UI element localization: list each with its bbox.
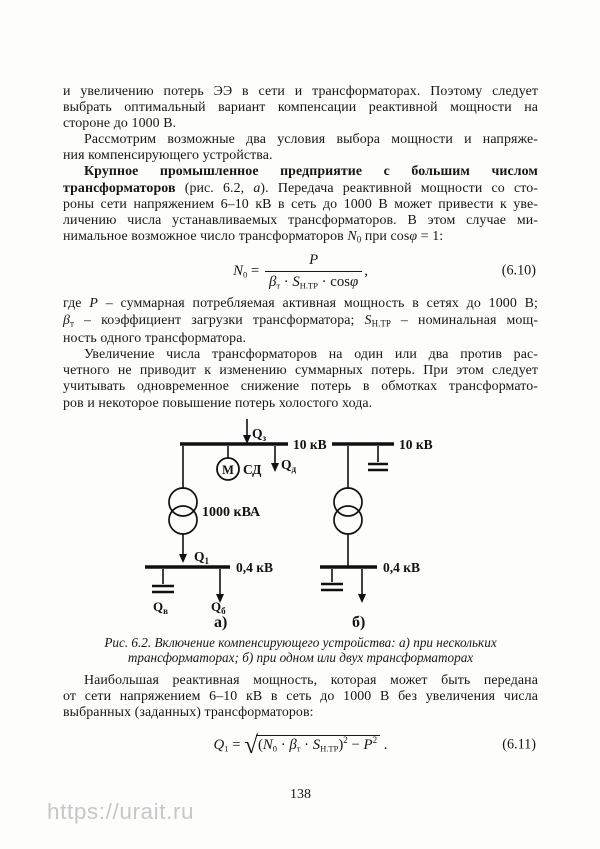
text-segment: – коэффициент загрузки трансформатора; [73, 312, 365, 328]
text-line [63, 296, 538, 312]
text-line: четного не приводит к изменению суммарных потерь. При этом следует [63, 363, 538, 379]
radicand: $(N0 \cdot \beta т \cdot SН.ТР)^2 - P^2$ [256, 735, 380, 753]
text-line: и увеличению потерь ЭЭ в сети и трансформаторах. Поэтому следует [63, 84, 538, 99]
text-line: роны сети напряжением 6–10 кВ в сеть до 1000 В может привести к уве- [63, 196, 538, 212]
text-line: учитывать одновременное снижение потерь в обмотках трансформато- [63, 379, 538, 395]
text-segment: Н.ТР [371, 318, 391, 329]
text-line: выбранных (заданных) трансформаторов: [63, 704, 314, 720]
label-10kv-a: 10 кВ [293, 436, 327, 452]
transformer-icon [169, 488, 197, 516]
sqrt-icon: √ [244, 731, 258, 759]
formula-subscript: 1 [224, 743, 229, 754]
text-line [63, 229, 538, 248]
text-line: стороне до 1000 В. [63, 116, 177, 132]
figure-6-2-diagram [63, 413, 538, 631]
period: . [380, 736, 388, 753]
text-line: выбрать оптимальный вариант компенсации реактивной мощности на [63, 100, 538, 116]
label-qv: $Q_в$ [153, 598, 168, 616]
sublabel-b: б) [352, 613, 366, 631]
figure-caption-line: Рис. 6.2. Включение компенсирующего устройства: а) при нескольких [104, 634, 497, 650]
paragraph-group-top [63, 84, 538, 247]
label-04kv-b: 0,4 кВ [383, 559, 421, 575]
label-qd: $Q_д$ [281, 456, 297, 474]
text-segment: нимальное возможное число трансформаторов [63, 228, 348, 244]
text-line: Увеличение числа трансформаторов на один или два против рас- [84, 347, 538, 363]
text-segment: трансформаторов [63, 180, 176, 196]
text-line: ность одного трансформатора. [63, 331, 247, 347]
formula-6-11-body [214, 733, 388, 758]
formula-6-10 [63, 251, 538, 291]
label-q3: $Q_з$ [252, 425, 267, 443]
text-segment: 0 [356, 234, 362, 245]
text-line [63, 181, 538, 197]
text-segment: т [70, 318, 74, 329]
label-10kv-b: 10 кВ [399, 436, 433, 452]
arrow-down-icon [358, 594, 366, 603]
formula-6-11 [63, 725, 538, 765]
formula-var: N [233, 262, 243, 279]
text-line [63, 313, 538, 332]
figure-caption-line: трансформаторах; б) при одном или двух трансформаторах [127, 650, 474, 666]
paragraph-group-middle [63, 296, 538, 411]
text-segment: при cos [361, 228, 410, 244]
text-line: ров и некоторое повышение потерь холостого хода. [63, 395, 373, 411]
text-segment: φ [409, 228, 418, 244]
arrow-down-icon [179, 554, 187, 563]
arrow-down-icon [271, 463, 279, 472]
text-segment: β [63, 312, 71, 328]
text-line [63, 164, 538, 180]
transformer-icon [169, 506, 197, 534]
text-segment: P [89, 296, 98, 312]
circuit-b [320, 444, 394, 603]
equals-sign: = [228, 736, 245, 753]
text-segment: Крупное промышленное предприятие с большим числом [84, 164, 538, 180]
text-segment: ). Передача реактивной мощности со сто- [260, 180, 538, 196]
paragraph-group-bottom [63, 673, 538, 721]
text-line: от сети напряжением 6–10 кВ в сеть до 1000 В без увеличения числа [63, 688, 538, 704]
transformer-icon [334, 488, 362, 516]
fraction-denominator: βт · SН.ТР · cosφ [268, 273, 359, 291]
label-transformer-rating: 1000 кВА [202, 504, 261, 520]
text-segment: – суммарная потребляемая активная мощность в сетях до 1000 В; [97, 296, 538, 312]
transformer-icon [334, 506, 362, 534]
sublabel-a: а) [214, 613, 228, 631]
figure-caption [63, 635, 538, 666]
text-segment: = 1: [417, 228, 444, 244]
equation-number: (6.10) [501, 262, 536, 279]
text-segment: где [63, 296, 90, 312]
formula-subscript: 0 [242, 269, 248, 280]
formula-6-10-body [233, 252, 368, 291]
label-q1: $Q_1$ [194, 548, 210, 566]
fraction [265, 252, 362, 291]
text-segment: S [364, 312, 372, 328]
fraction-numerator: P [265, 252, 362, 272]
equation-number: (6.11) [502, 736, 536, 753]
text-segment: – номинальная мощ- [390, 312, 538, 328]
text-segment: N [347, 228, 357, 244]
label-sd: СД [243, 461, 262, 477]
text-line: личению числа устанавливаемых трансформаторов. В этом случае ми- [63, 212, 538, 228]
text-segment: (рис. 6.2, [175, 180, 254, 196]
label-04kv-a: 0,4 кВ [236, 559, 274, 575]
text-line: Наибольшая реактивная мощность, которая может быть передана [84, 672, 538, 688]
text-line: Рассмотрим возможные два условия выбора мощности и напряже- [84, 132, 538, 148]
text-segment: а [253, 180, 261, 196]
text-line: ния компенсирующего устройства. [63, 148, 273, 164]
label-qb: $Q_б$ [211, 598, 226, 616]
equals-sign: = [247, 262, 263, 279]
watermark-url: https://urait.ru [47, 799, 195, 824]
formula-var: Q [213, 736, 225, 753]
comma: , [364, 262, 368, 279]
motor-letter: М [222, 462, 234, 477]
page-number: 138 [290, 787, 311, 803]
